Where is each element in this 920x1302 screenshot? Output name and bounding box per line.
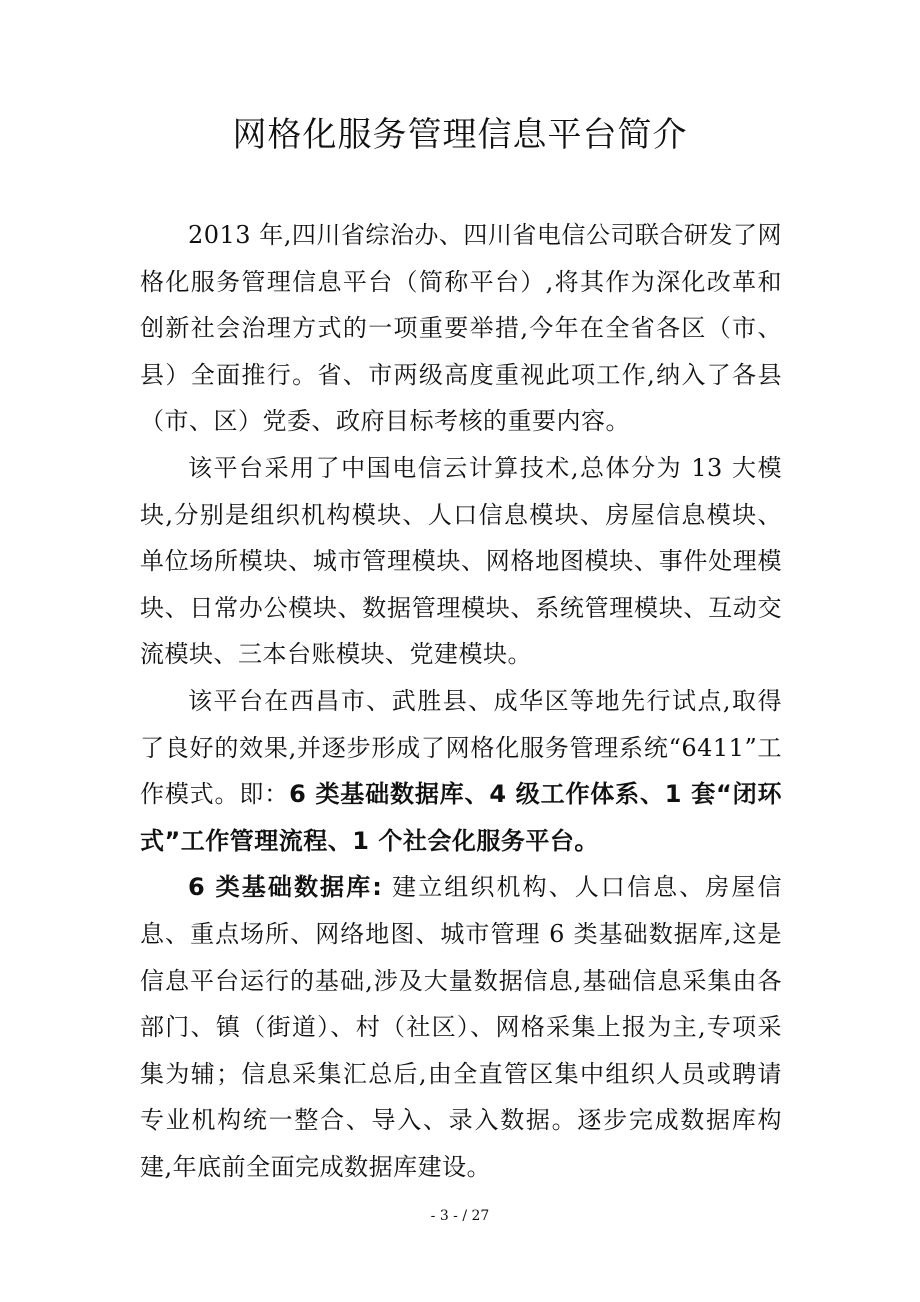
paragraph-text: 该平台在西昌市、武胜县、成华区等地先行试点,取得了良好的效果,并逐步形成了网格化服务管理系统“6411”工作模式。即： xyxy=(140,686,782,809)
paragraph-modules xyxy=(140,445,782,678)
emphasis-text: 6 类基础数据库、4 级工作体系、1 套“闭环式”工作管理流程、1 个社会化服务平台。 xyxy=(140,780,783,855)
paragraph-databases xyxy=(140,864,782,1190)
paragraph-pilot xyxy=(140,678,782,864)
document-body xyxy=(140,212,782,1190)
paragraph-text: 2013 年,四川省综治办、四川省电信公司联合研发了网格化服务管理信息平台（简称平台）,将其作为深化改革和创新社会治理方式的一项重要举措,今年在全省各区（市、县）全面推行。省、市两级高度重视此项工作,纳入了各县（市、区）党委、政府目标考核的重要内容。 xyxy=(140,221,782,436)
page-number: - 3 - / 27 xyxy=(430,1208,490,1224)
paragraph-text: 该平台采用了中国电信云计算技术,总体分为 13 大模块,分别是组织机构模块、人口信息模块、房屋信息模块、单位场所模块、城市管理模块、网格地图模块、事件处理模块、日常办公模块、数据管理模块、系统管理模块、互动交流模块、三本台账模块、党建模块。 xyxy=(140,453,782,669)
paragraph-background xyxy=(140,212,782,445)
page-title: 网格化服务管理信息平台简介 xyxy=(232,115,688,155)
paragraph-text: 建立组织机构、人口信息、房屋信息、重点场所、网络地图、城市管理 6 类基础数据库,这是信息平台运行的基础,涉及大量数据信息,基础信息采集由各部门、镇（街道）、村（社区）、网格采集上报为主,专项采集为辅；信息采集汇总后,由全直管区集中组织人员或聘请专业机构统一整合、导入、录入数据。逐步完成数据库构建,年底前全面完成数据库建设。 xyxy=(140,873,782,1181)
section-lead: 6 类基础数据库: xyxy=(188,873,383,902)
